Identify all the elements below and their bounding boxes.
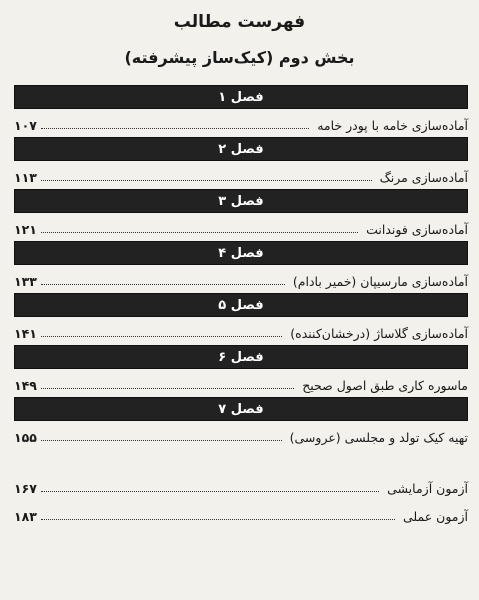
entry-title: ماسوره کاری طبق اصول صحیح [302,378,468,393]
chapter-label: فصل ۵ [218,297,264,313]
entry-title: آماده‌سازی فوندانت [366,222,468,237]
chapter-list [14,85,468,449]
entry-page-number: ۱۰۷ [14,118,37,133]
section-title: بخش دوم (کیک‌ساز پیشرفته) [124,48,355,67]
entry-title: آماده‌سازی مرنگ [379,170,468,185]
dot-leader [41,388,294,389]
chapter-block [14,345,468,397]
chapter-block [14,137,468,189]
chapter-label: فصل ۶ [218,349,264,365]
dot-leader [41,284,285,285]
entry-page-number: ۱۳۳ [14,274,37,289]
chapter-block [14,85,468,137]
chapter-block [14,397,468,449]
chapter-header-bar [14,397,468,421]
dot-leader [41,440,282,441]
entry-page-number: ۱۸۳ [14,509,37,524]
entry-title: آزمون عملی [402,509,468,524]
appendix-list [14,470,468,526]
entry-page-number: ۱۲۱ [14,222,37,237]
toc-entry[interactable] [14,109,468,135]
toc-entry[interactable] [14,498,468,526]
toc-entry[interactable] [14,317,468,343]
dot-leader [41,128,309,129]
dot-leader [41,491,379,492]
dot-leader [41,519,395,520]
chapter-label: فصل ۴ [218,245,264,261]
page-title: فهرست مطالب [173,12,306,32]
entry-page-number: ۱۵۵ [14,430,37,445]
toc-entry[interactable] [14,470,468,498]
dot-leader [41,232,358,233]
entry-page-number: ۱۱۳ [14,170,37,185]
chapter-header-bar [14,345,468,369]
entry-page-number: ۱۴۹ [14,378,37,393]
entry-title: آماده‌سازی گلاساژ (درخشان‌کننده) [290,326,468,341]
entry-title: آماده‌سازی خامه با پودر خامه [317,118,468,133]
chapter-label: فصل ۱ [218,89,264,105]
toc-entry[interactable] [14,265,468,291]
entry-title: آماده‌سازی مارسیپان (خمیر بادام) [292,274,468,289]
toc-entry[interactable] [14,421,468,447]
dot-leader [41,180,372,181]
chapter-header-bar [14,189,468,213]
entry-page-number: ۱۶۷ [14,481,37,496]
toc-entry[interactable] [14,213,468,239]
chapter-label: فصل ۲ [218,141,264,157]
dot-leader [41,336,282,337]
entry-title: آزمون آزمایشی [387,481,468,496]
entry-page-number: ۱۴۱ [14,326,37,341]
toc-entry[interactable] [14,161,468,187]
chapter-header-bar [14,85,468,109]
chapter-header-bar [14,293,468,317]
chapter-header-bar [14,137,468,161]
toc-entry[interactable] [14,369,468,395]
chapter-header-bar [14,241,468,265]
chapter-block [14,241,468,293]
chapter-block [14,293,468,345]
chapter-block [14,189,468,241]
chapter-label: فصل ۳ [218,193,264,209]
chapter-label: فصل ۷ [218,401,264,417]
entry-title: تهیه کیک تولد و مجلسی (عروسی) [289,430,468,445]
